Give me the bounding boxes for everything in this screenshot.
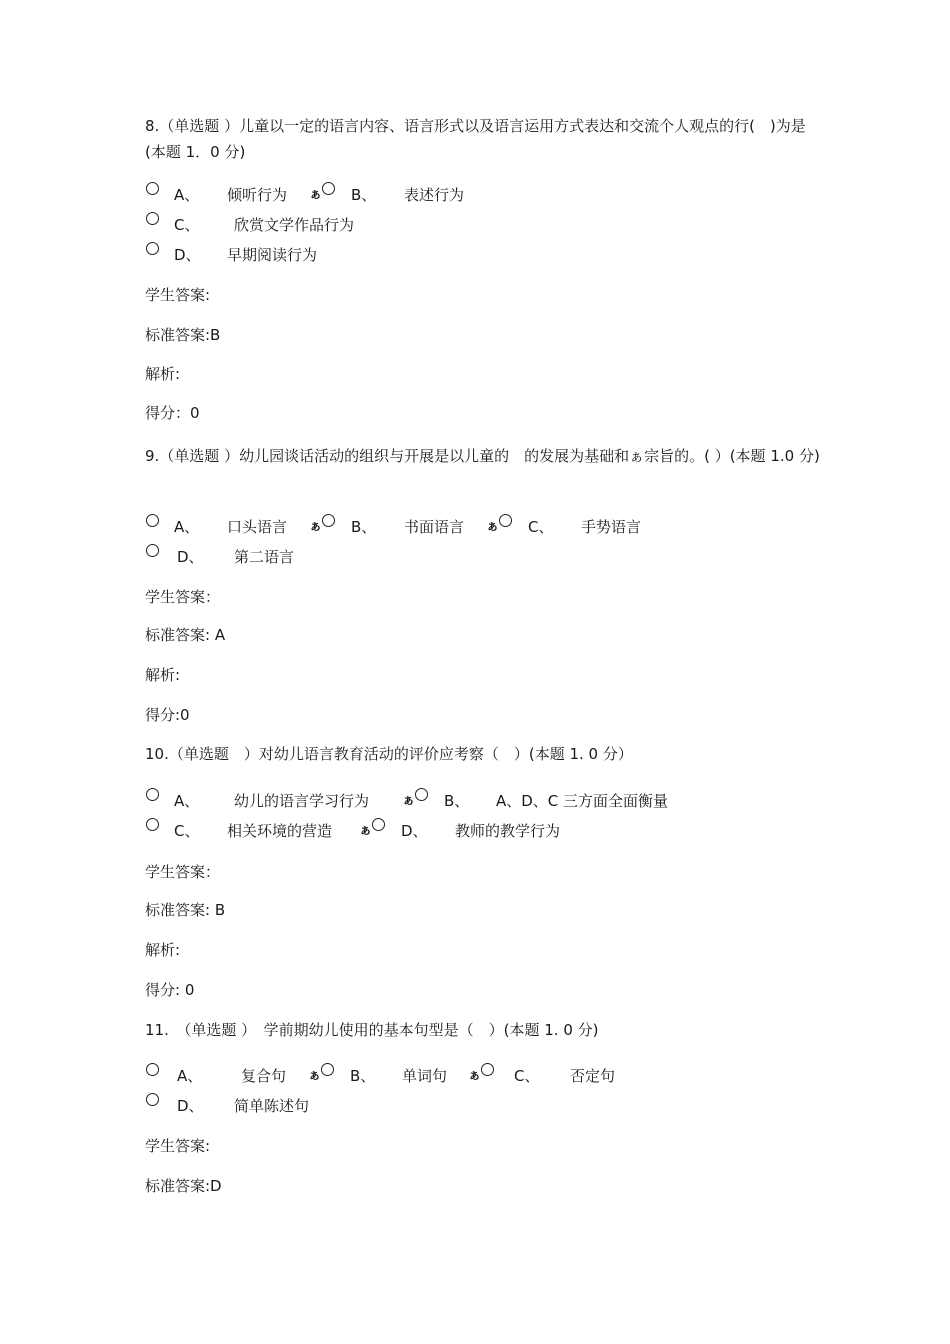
option-letter: D、 <box>174 246 201 264</box>
option-text: 单词句 <box>402 1067 448 1085</box>
radio-option-a[interactable] <box>146 182 159 195</box>
option-letter: A、 <box>174 792 200 810</box>
option-text: 手势语言 <box>581 518 642 536</box>
analysis-label: 解析: <box>145 941 181 959</box>
answer-mark-icon: ぁ <box>359 823 373 838</box>
option-text: 书面语言 <box>404 518 465 536</box>
radio-option-d[interactable] <box>146 242 159 255</box>
option-letter: A、 <box>174 186 200 204</box>
radio-option-b[interactable] <box>415 788 428 801</box>
analysis-label: 解析: <box>145 365 181 383</box>
radio-option-c[interactable] <box>146 212 159 225</box>
option-letter: D、 <box>401 822 428 840</box>
option-letter: C、 <box>514 1067 540 1085</box>
option-text: 第二语言 <box>234 548 295 566</box>
score-label: 得分:0 <box>145 706 190 724</box>
option-text: A、D、C 三方面全面衡量 <box>496 792 669 810</box>
score-label: 得分: 0 <box>145 981 195 999</box>
radio-option-d[interactable] <box>146 544 159 557</box>
radio-option-d[interactable] <box>372 818 385 831</box>
option-text: 口头语言 <box>227 518 288 536</box>
question-stem: 9.（单选题 ）幼儿园谈话活动的组织与开展是以儿童的 的发展为基础和ぁ宗旨的。( ）(本题 1.0 分) <box>145 447 820 465</box>
student-answer: 学生答案： <box>145 863 221 881</box>
option-text: 表述行为 <box>404 186 465 204</box>
radio-option-a[interactable] <box>146 1063 159 1076</box>
answer-mark-icon: ぁ <box>308 1068 322 1083</box>
standard-answer: 标准答案: B <box>145 901 226 919</box>
student-answer: 学生答案： <box>145 588 221 606</box>
answer-mark-icon: ぁ <box>402 793 416 808</box>
option-text: 相关环境的营造 <box>227 822 333 840</box>
radio-option-b[interactable] <box>322 514 335 527</box>
question-stem: 10.（单选题 ）对幼儿语言教育活动的评价应考察（ ）(本题 1. 0 分） <box>145 745 633 763</box>
student-answer: 学生答案: <box>145 286 211 304</box>
option-letter: B、 <box>351 518 377 536</box>
option-letter: D、 <box>177 548 204 566</box>
radio-option-a[interactable] <box>146 788 159 801</box>
answer-mark-icon: ぁ <box>309 519 323 534</box>
option-text: 否定句 <box>570 1067 616 1085</box>
standard-answer: 标准答案:B <box>145 326 221 344</box>
answer-mark-icon: ぁ <box>468 1068 482 1083</box>
answer-mark-icon: ぁ <box>309 187 323 202</box>
option-letter: B、 <box>351 186 377 204</box>
standard-answer: 标准答案: A <box>145 626 226 644</box>
option-letter: D、 <box>177 1097 204 1115</box>
question-stem: 11. （单选题 ） 学前期幼儿使用的基本句型是（ ）(本题 1. 0 分) <box>145 1021 599 1039</box>
radio-option-c[interactable] <box>499 514 512 527</box>
student-answer: 学生答案: <box>145 1137 211 1155</box>
standard-answer: 标准答案:D <box>145 1177 222 1195</box>
option-letter: B、 <box>350 1067 376 1085</box>
option-text: 教师的教学行为 <box>455 822 561 840</box>
question-stem: 8.（单选题 ）儿童以一定的语言内容、语言形式以及语言运用方式表达和交流个人观点的行( )为是(本题 1．0 分) <box>145 117 806 161</box>
radio-option-b[interactable] <box>321 1063 334 1076</box>
option-text: 简单陈述句 <box>234 1097 310 1115</box>
option-letter: A、 <box>174 518 200 536</box>
option-letter: B、 <box>444 792 470 810</box>
option-text: 欣赏文学作品行为 <box>234 216 355 234</box>
option-letter: C、 <box>528 518 554 536</box>
radio-option-d[interactable] <box>146 1093 159 1106</box>
option-text: 复合句 <box>241 1067 287 1085</box>
option-letter: A、 <box>177 1067 203 1085</box>
radio-option-c[interactable] <box>146 818 159 831</box>
option-text: 幼儿的语言学习行为 <box>234 792 370 810</box>
radio-option-b[interactable] <box>322 182 335 195</box>
option-letter: C、 <box>174 216 200 234</box>
answer-mark-icon: ぁ <box>486 519 500 534</box>
radio-option-a[interactable] <box>146 514 159 527</box>
option-text: 早期阅读行为 <box>227 246 318 264</box>
score-label: 得分：0 <box>145 404 200 422</box>
option-text: 倾听行为 <box>227 186 288 204</box>
option-letter: C、 <box>174 822 200 840</box>
analysis-label: 解析: <box>145 666 181 684</box>
radio-option-c[interactable] <box>481 1063 494 1076</box>
